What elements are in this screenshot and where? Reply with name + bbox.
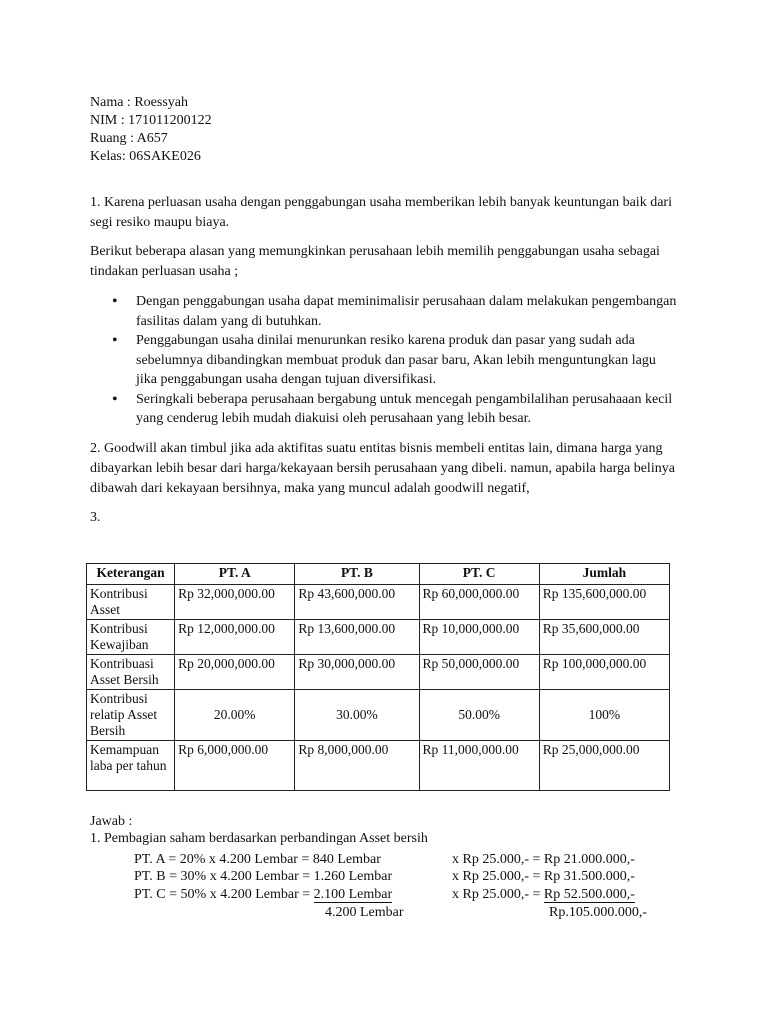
total-amount: Rp.105.000.000,- xyxy=(549,905,647,920)
cell-pt-a: 20.00% xyxy=(175,690,295,741)
row-label: Kontribusi Kewajiban xyxy=(87,620,175,655)
row-label: Kemampuan laba per tahun xyxy=(87,741,175,791)
calc-pt-c-amount: Rp 52.500.000,- xyxy=(543,887,635,902)
row-label: Kontribusi Asset xyxy=(87,585,175,620)
cell-jumlah: Rp 25,000,000.00 xyxy=(539,741,669,791)
answer-1-text: 1. Karena perluasan usaha dengan penggabungan usaha memberikan lebih banyak keuntungan baik dari segi resiko maupu biaya. xyxy=(90,195,672,230)
cell-pt-b: 30.00% xyxy=(295,690,419,741)
calc-pt-b: PT. B = 30% x 4.200 Lembar = 1.260 Lembar xyxy=(134,869,393,884)
col-pt-b: PT. B xyxy=(295,564,419,585)
calc-pt-a-value: x Rp 25.000,- = Rp 21.000.000,- xyxy=(452,852,635,867)
col-jumlah: Jumlah xyxy=(539,564,669,585)
cell-pt-b: Rp 13,600,000.00 xyxy=(295,620,419,655)
table-row xyxy=(87,741,670,791)
cell-jumlah: Rp 35,600,000.00 xyxy=(539,620,669,655)
cell-jumlah: 100% xyxy=(539,690,669,741)
reason-item: • Dengan penggabungan usaha dapat meminimalisir perusahaan dalam melakukan pengembangan fasilitas dalam yang di butuhkan. xyxy=(90,292,680,331)
table-row xyxy=(87,620,670,655)
col-pt-c: PT. C xyxy=(419,564,539,585)
calc-pt-a: PT. A = 20% x 4.200 Lembar = 840 Lembar xyxy=(134,852,381,867)
answer-1-intro: Berikut beberapa alasan yang memungkinkan perusahaan lebih memilih penggabungan usaha sebagai tindakan perluasan usaha ; xyxy=(90,244,660,279)
cell-pt-c: Rp 11,000,000.00 xyxy=(419,741,539,791)
cell-pt-a: Rp 12,000,000.00 xyxy=(175,620,295,655)
cell-pt-c: Rp 50,000,000.00 xyxy=(419,655,539,690)
calc-pt-c-value-prefix: x Rp 25.000,- = xyxy=(452,887,544,902)
table-header-row xyxy=(87,564,670,585)
cell-pt-a: Rp 32,000,000.00 xyxy=(175,585,295,620)
col-keterangan: Keterangan xyxy=(87,564,175,585)
table-row xyxy=(87,585,670,620)
cell-pt-b: Rp 30,000,000.00 xyxy=(295,655,419,690)
student-info xyxy=(90,94,212,166)
cell-pt-a: Rp 6,000,000.00 xyxy=(175,741,295,791)
cell-pt-c: 50.00% xyxy=(419,690,539,741)
student-name: Nama : Roessyah xyxy=(90,95,188,110)
student-class: Kelas: 06SAKE026 xyxy=(90,149,201,164)
row-label: Kontribuasi Asset Bersih xyxy=(87,655,175,690)
table-row xyxy=(87,690,670,741)
reasons-list xyxy=(90,292,680,429)
reason-item: • Seringkali beberapa perusahaan bergabung untuk mencegah pengambilalihan perusahaaan kecil yang cenderug lebih mudah diakuisi oleh perusahaan yang lebih besar. xyxy=(90,390,680,429)
table-row xyxy=(87,655,670,690)
reason-item: • Penggabungan usaha dinilai menurunkan resiko karena produk dan pasar yang sudah ada sebelumnya dibandingkan membuat produk dan pasar baru, Akan lebih menguntungkan lagu jika penggabungan usaha dengan tujuan diversifikasi. xyxy=(90,331,680,390)
row-label: Kontribusi relatip Asset Bersih xyxy=(87,690,175,741)
cell-pt-c: Rp 10,000,000.00 xyxy=(419,620,539,655)
cell-pt-b: Rp 43,600,000.00 xyxy=(295,585,419,620)
student-room: Ruang : A657 xyxy=(90,131,168,146)
calc-pt-b-value: x Rp 25.000,- = Rp 31.500.000,- xyxy=(452,869,635,884)
answer-line-1: 1. Pembagian saham berdasarkan perbandingan Asset bersih xyxy=(90,831,428,846)
calc-pt-c xyxy=(134,886,392,903)
cell-jumlah: Rp 100,000,000.00 xyxy=(539,655,669,690)
cell-jumlah: Rp 135,600,000.00 xyxy=(539,585,669,620)
answer-section xyxy=(90,813,428,847)
calc-pt-c-prefix: PT. C = 50% x 4.200 Lembar = xyxy=(134,887,314,902)
answer-2-text: 2. Goodwill akan timbul jika ada aktifitas suatu entitas bisnis membeli entitas lain, dimana harga yang dibayarkan lebih besar dari harga/kekayaan bersih perusahaan yang dibeli. namun, apabila harga belinya dibawah dari kekayaan bersihnya, maka yang muncul adalah goodwill negatif, xyxy=(90,441,675,496)
calc-pt-c-shares: 2.100 Lembar xyxy=(313,887,393,902)
cell-pt-c: Rp 60,000,000.00 xyxy=(419,585,539,620)
contribution-table xyxy=(86,563,670,791)
total-shares: 4.200 Lembar xyxy=(325,905,404,920)
answer-3-label: 3. xyxy=(90,510,101,525)
cell-pt-a: Rp 20,000,000.00 xyxy=(175,655,295,690)
col-pt-a: PT. A xyxy=(175,564,295,585)
calc-pt-c-value xyxy=(452,886,635,903)
answer-title: Jawab : xyxy=(90,814,133,829)
cell-pt-b: Rp 8,000,000.00 xyxy=(295,741,419,791)
student-nim: NIM : 171011200122 xyxy=(90,113,212,128)
